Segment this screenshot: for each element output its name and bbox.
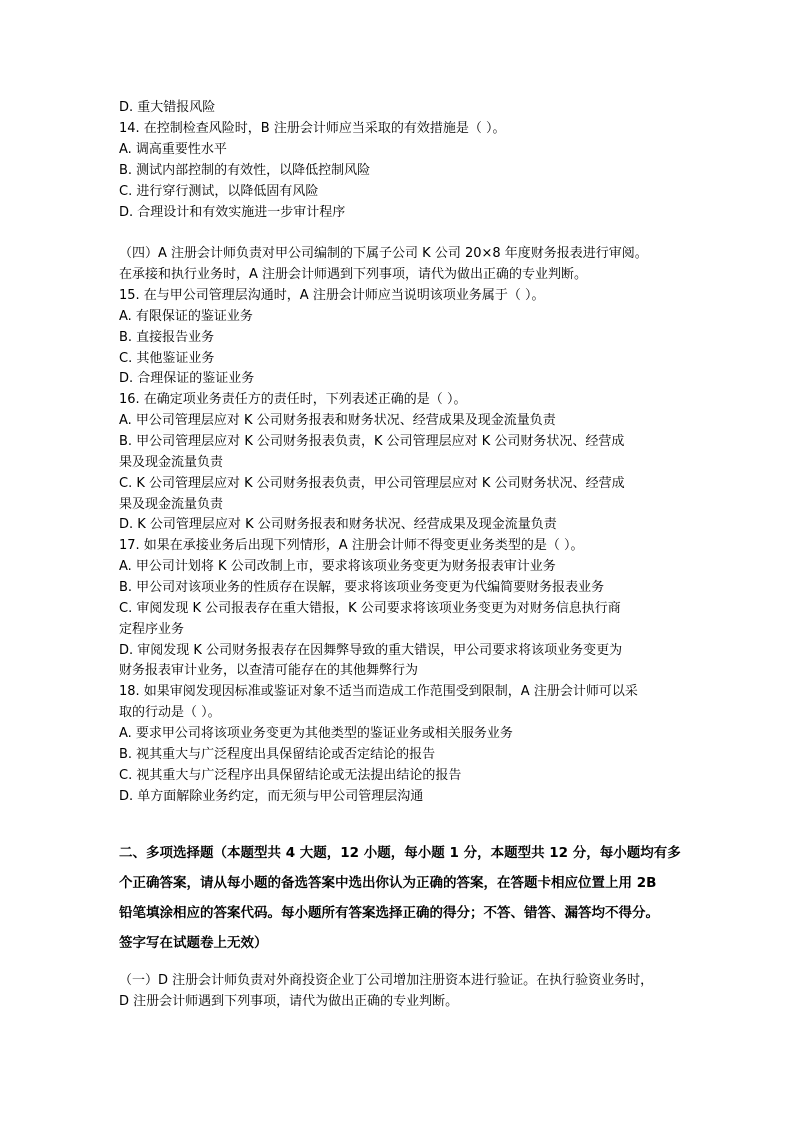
text-line: 16. 在确定项业务责任方的责任时，下列表述正确的是（ ）。 [119,392,467,407]
text-line: B. 测试内部控制的有效性，以降低控制风险 [119,163,371,178]
text-line: 果及现金流量负责 [119,455,224,470]
text-line: D. 单方面解除业务约定，而无须与甲公司管理层沟通 [119,789,424,804]
text-line: 在承接和执行业务时，A 注册会计师遇到下列事项，请代为做出正确的专业判断。 [119,267,588,282]
text-line: 定程序业务 [119,622,185,637]
text-line: 17. 如果在承接业务后出现下列情形，A 注册会计师不得变更业务类型的是（ ）。 [119,538,584,553]
text-line: C. 视其重大与广泛程序出具保留结论或无法提出结论的报告 [119,768,462,783]
text-line: D. 合理设计和有效实施进一步审计程序 [119,205,346,220]
text-line: A. 要求甲公司将该项业务变更为其他类型的鉴证业务或相关服务业务 [119,726,513,741]
text-line: B. 甲公司对该项业务的性质存在误解，要求将该项业务变更为代编简要财务报表业务 [119,580,605,595]
text-line: D 注册会计师遇到下列事项，请代为做出正确的专业判断。 [119,994,459,1009]
text-line: 财务报表审计业务，以查清可能存在的其他舞弊行为 [119,663,419,678]
text-line: C. K 公司管理层应对 K 公司财务报表负责，甲公司管理层应对 K 公司财务状况、经营成 [119,476,625,491]
text-line: A. 调高重要性水平 [119,142,227,157]
text-line: D. 重大错报风险 [119,100,216,115]
section-heading-line: 签字写在试题卷上无效） [119,935,268,951]
text-line: D. K 公司管理层应对 K 公司财务报表和财务状况、经营成果及现金流量负责 [119,517,557,532]
text-line: A. 甲公司管理层应对 K 公司财务报表和财务状况、经营成果及现金流量负责 [119,413,556,428]
text-line: D. 审阅发现 K 公司财务报表存在因舞弊导致的重大错误，甲公司要求将该项业务变更为 [119,643,623,658]
section-heading-line: 二、多项选择题（本题型共 4 大题，12 小题，每小题 1 分，本题型共 12 分，每小题均有多 [119,845,681,861]
text-line: D. 合理保证的鉴证业务 [119,371,255,386]
text-line: B. 直接报告业务 [119,330,215,345]
text-line: 果及现金流量负责 [119,497,224,512]
text-line: C. 其他鉴证业务 [119,351,215,366]
section-heading-line: 个正确答案，请从每小题的备选答案中选出你认为正确的答案，在答题卡相应位置上用 2B [119,875,657,891]
text-line: A. 有限保证的鉴证业务 [119,309,253,324]
text-line: A. 甲公司计划将 K 公司改制上市，要求将该项业务变更为财务报表审计业务 [119,559,556,574]
text-line: （四）A 注册会计师负责对甲公司编制的下属子公司 K 公司 20×8 年度财务报表进行审阅。 [119,246,648,261]
text-line: C. 审阅发现 K 公司报表存在重大错报，K 公司要求将该项业务变更为对财务信息执行商 [119,601,621,616]
text-line: 15. 在与甲公司管理层沟通时，A 注册会计师应当说明该项业务属于（ ）。 [119,288,545,303]
text-line: C. 进行穿行测试，以降低固有风险 [119,184,319,199]
text-line: 取的行动是（ ）。 [119,705,221,720]
text-line: B. 视其重大与广泛程度出具保留结论或否定结论的报告 [119,747,436,762]
text-line: （一）D 注册会计师负责对外商投资企业丁公司增加注册资本进行验证。在执行验资业务时， [119,973,654,988]
text-line: 14. 在控制检查风险时，B 注册会计师应当采取的有效措施是（ ）。 [119,121,506,136]
section-heading-line: 铅笔填涂相应的答案代码。每小题所有答案选择正确的得分；不答、错答、漏答均不得分。 [119,905,659,921]
text-line: B. 甲公司管理层应对 K 公司财务报表负责，K 公司管理层应对 K 公司财务状况、经营成 [119,434,625,449]
text-line: 18. 如果审阅发现因标准或鉴证对象不适当而造成工作范围受到限制，A 注册会计师可以采 [119,684,638,699]
